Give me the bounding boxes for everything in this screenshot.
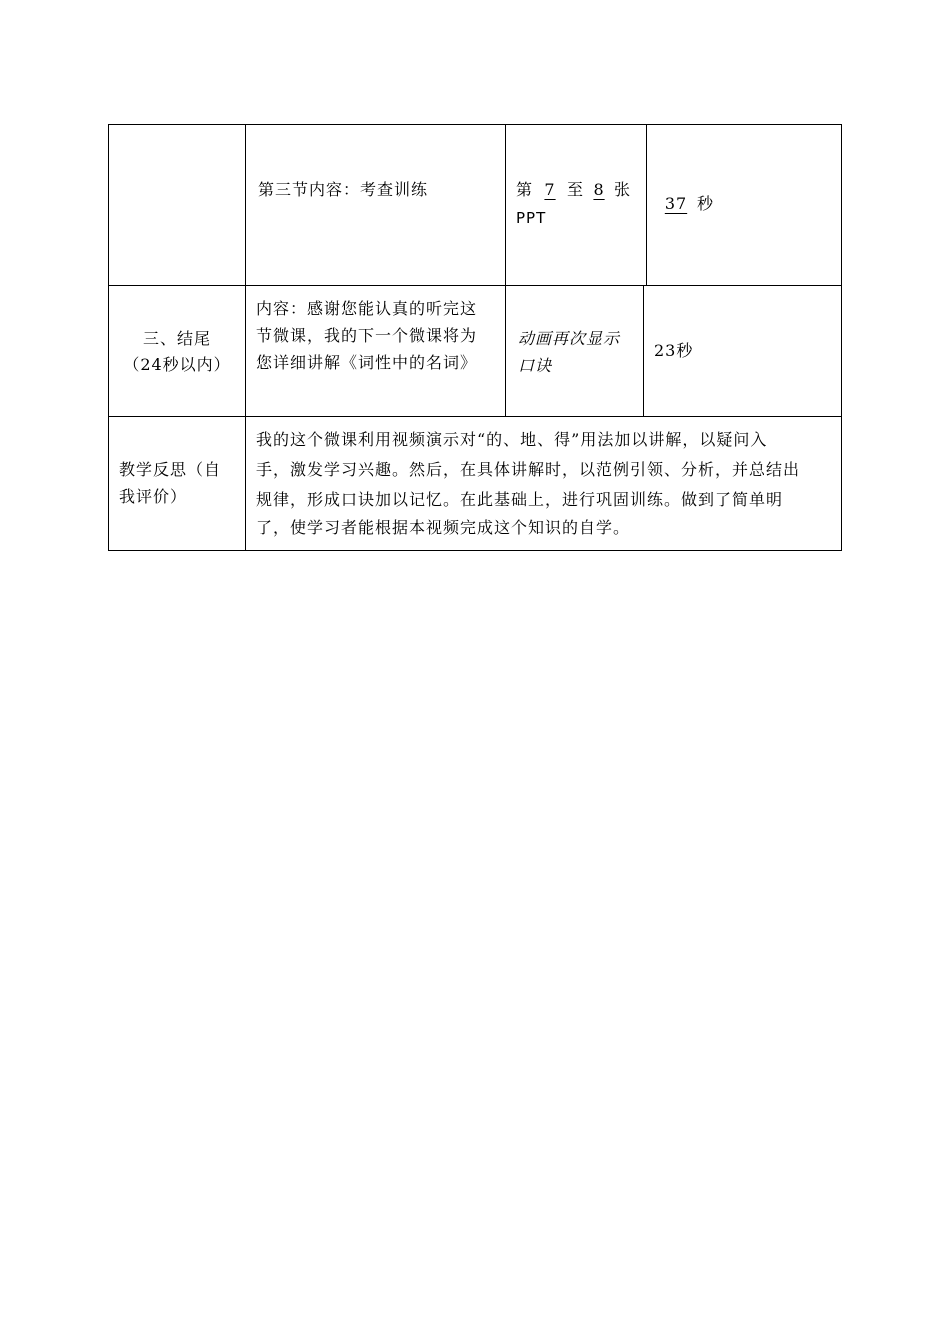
row2-content-line2: 节微课，我的下一个微课将为 xyxy=(256,326,478,345)
row3-text-line2: 手，激发学习兴趣。然后，在具体讲解时，以范例引领、分析，并总结出 xyxy=(256,460,801,479)
row1-duration-cell xyxy=(646,124,842,286)
ppt-to: 8 xyxy=(593,180,605,199)
row2-ppt-note-line1: 动画再次显示 xyxy=(518,329,621,348)
row1-ppt-range xyxy=(516,177,631,203)
row1-label-cell xyxy=(108,124,246,286)
row3-label-line1: 教学反思（自 xyxy=(119,460,222,479)
duration-unit: 秒 xyxy=(697,194,715,213)
row2-content-line3: 您详细讲解《词性中的名词》 xyxy=(256,353,478,372)
row2-content-cell xyxy=(245,285,506,417)
row2-content-line1: 内容：感谢您能认真的听完这 xyxy=(256,299,478,318)
row1-ppt-unit: PPT xyxy=(516,209,547,227)
row3-text-cell xyxy=(245,416,842,551)
ppt-suffix: 张 xyxy=(614,180,632,199)
row1-content-cell xyxy=(245,124,506,286)
row2-duration: 23秒 xyxy=(654,341,694,360)
row2-ppt-note-line2: 口诀 xyxy=(518,356,553,375)
row3-text-line1: 我的这个微课利用视频演示对“的、地、得”用法加以讲解，以疑问入 xyxy=(256,430,768,449)
row1-ppt-cell xyxy=(505,124,647,286)
row3-label-cell xyxy=(108,416,246,551)
ppt-mid: 至 xyxy=(567,180,585,199)
row3-text-line3: 规律，形成口诀加以记忆。在此基础上，进行巩固训练。做到了简单明 xyxy=(256,490,784,509)
row2-label-cell xyxy=(108,285,246,417)
ppt-from: 7 xyxy=(544,180,556,199)
row3-text-line4: 了，使学习者能根据本视频完成这个知识的自学。 xyxy=(256,518,631,537)
row1-section-text: 第三节内容：考查训练 xyxy=(258,180,429,199)
row3-label-line2: 我评价） xyxy=(119,487,188,506)
row2-ppt-cell xyxy=(505,285,644,417)
duration-value: 37 xyxy=(664,194,688,213)
ppt-prefix: 第 xyxy=(516,180,534,199)
row1-duration xyxy=(655,191,714,217)
row2-label-line1: 三、结尾 xyxy=(142,329,211,348)
row2-duration-cell xyxy=(643,285,842,417)
row2-label-line2: （24秒以内） xyxy=(123,355,231,374)
